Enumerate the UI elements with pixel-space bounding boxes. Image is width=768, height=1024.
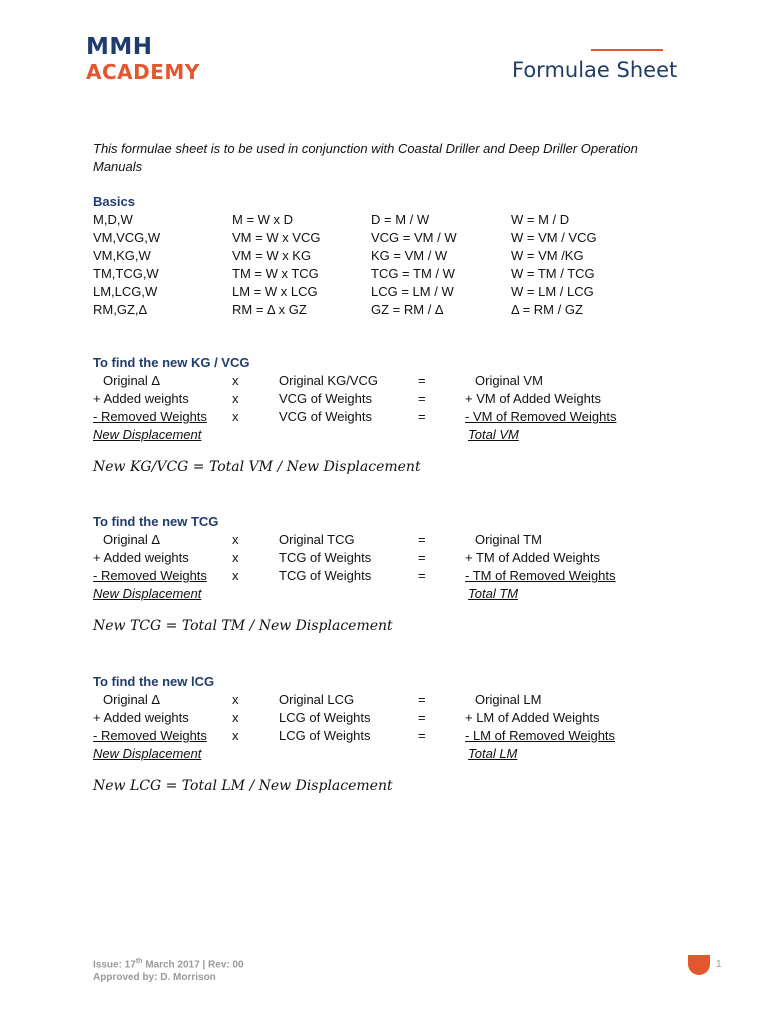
cell-term: - Removed Weights [93,728,207,743]
approved-line: Approved by: D. Morrison [93,972,216,984]
basics-formula-a: RM = Δ x GZ [232,302,307,317]
cell-times: x [232,409,239,424]
cell-equals: = [418,409,426,424]
basics-variables: M,D,W [93,212,133,227]
cell-term: + Added weights [93,550,189,565]
basics-formula-c: W = VM /KG [511,248,584,263]
cell-moment: + LM of Added Weights [465,710,600,725]
basics-variables: TM,TCG,W [93,266,159,281]
cell-factor: LCG of Weights [279,728,371,743]
cell-equals: = [418,391,426,406]
basics-heading: Basics [93,194,135,209]
cell-factor: LCG of Weights [279,710,371,725]
cell-moment: - LM of Removed Weights [465,728,616,743]
cell-factor: TCG of Weights [279,568,372,583]
cell-moment: - TM of Removed Weights [465,568,616,583]
cell-times: x [232,710,239,725]
cell-moment: + TM of Added Weights [465,550,601,565]
cell-term: + Added weights [93,391,189,406]
cell-moment: Original TM [475,532,542,547]
cell-term: Original Δ [103,532,161,547]
logo-line2: ACADEMY [86,60,200,84]
basics-variables: VM,KG,W [93,248,151,263]
issue-line [93,955,244,971]
basics-variables: VM,VCG,W [93,230,161,245]
page-number: 1 [716,959,722,970]
basics-formula-a: VM = W x KG [232,248,312,263]
cell-factor: Original TCG [279,532,355,547]
cell-times: x [232,391,239,406]
basics-formula-c: W = M / D [511,212,570,227]
logo-line1: MMH [86,34,153,60]
total-moment-label: Total VM [468,427,519,442]
basics-formula-b: LCG = LM / W [371,284,454,299]
cell-equals: = [418,532,426,547]
footer [93,955,244,984]
cell-term: Original Δ [103,692,161,707]
result-equation: New KG/VCG = Total VM / New Displacement [93,459,421,475]
cell-term: Original Δ [103,373,161,388]
result-equation: New LCG = Total LM / New Displacement [93,778,393,794]
cell-factor: TCG of Weights [279,550,372,565]
new-displacement-label: New Displacement [93,586,202,601]
section-heading: To find the new TCG [93,514,219,529]
basics-formula-a: M = W x D [232,212,294,227]
cell-times: x [232,692,239,707]
basics-formula-b: D = M / W [371,212,430,227]
cell-moment: + VM of Added Weights [465,391,601,406]
basics-formula-c: W = TM / TCG [511,266,595,281]
cell-factor: VCG of Weights [279,409,372,424]
cell-moment: - VM of Removed Weights [465,409,617,424]
cell-times: x [232,728,239,743]
total-moment-label: Total LM [468,746,518,761]
basics-formula-b: VCG = VM / W [371,230,457,245]
basics-formula-a: VM = W x VCG [232,230,321,245]
cell-equals: = [418,568,426,583]
basics-formula-c: W = LM / LCG [511,284,594,299]
new-displacement-label: New Displacement [93,427,202,442]
cell-times: x [232,532,239,547]
page-title: Formulae Sheet [512,58,678,82]
cell-times: x [232,568,239,583]
cell-factor: Original LCG [279,692,355,707]
cell-equals: = [418,728,426,743]
cell-equals: = [418,373,426,388]
cell-equals: = [418,550,426,565]
basics-formula-b: GZ = RM / Δ [371,302,444,317]
cell-moment: Original VM [475,373,543,388]
header-accent-line [591,49,663,51]
basics-variables: LM,LCG,W [93,284,158,299]
basics-formula-a: TM = W x TCG [232,266,319,281]
basics-formula-c: W = VM / VCG [511,230,597,245]
result-equation: New TCG = Total TM / New Displacement [93,618,393,634]
basics-formula-b: KG = VM / W [371,248,448,263]
cell-times: x [232,373,239,388]
issue-sup: th [135,958,143,965]
page-corner-icon [688,955,710,975]
issue-suffix: March 2017 | Rev: 00 [142,959,244,971]
mmh-academy-logo [86,34,200,84]
cell-equals: = [418,710,426,725]
basics-formula-c: Δ = RM / GZ [511,302,583,317]
cell-term: - Removed Weights [93,409,207,424]
cell-term: - Removed Weights [93,568,207,583]
basics-formula-a: LM = W x LCG [232,284,318,299]
cell-factor: VCG of Weights [279,391,372,406]
intro-text: This formulae sheet is to be used in conjunction with Coastal Driller and Deep Driller Operation Manuals [93,141,638,174]
cell-moment: Original LM [475,692,542,707]
new-displacement-label: New Displacement [93,746,202,761]
cell-equals: = [418,692,426,707]
total-moment-label: Total TM [468,586,519,601]
issue-prefix: Issue: 17 [93,959,136,971]
cell-times: x [232,550,239,565]
section-heading: To find the new KG / VCG [93,355,250,370]
basics-formula-b: TCG = TM / W [371,266,455,281]
basics-variables: RM,GZ,Δ [93,302,148,317]
section-heading: To find the new lCG [93,674,215,689]
cell-term: + Added weights [93,710,189,725]
cell-factor: Original KG/VCG [279,373,378,388]
